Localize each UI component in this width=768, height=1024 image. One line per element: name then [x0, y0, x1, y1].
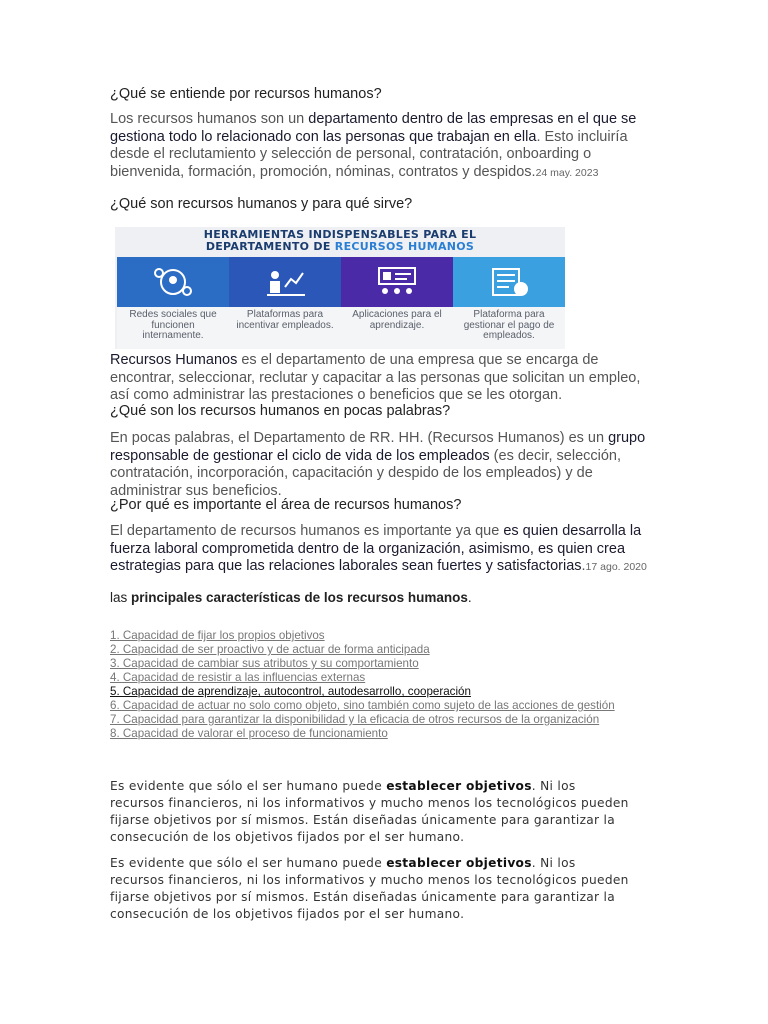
list-item[interactable]: 7. Capacidad para garantizar la disponibilidad y la eficacia de otros recursos de la organización — [110, 713, 600, 726]
p5-text-a: las — [110, 590, 132, 605]
p2-highlight: Recursos Humanos — [110, 352, 238, 368]
p3-text-a: En pocas palabras, el Departamento de RR. HH. (Recursos Humanos) es un — [110, 430, 609, 446]
p1-highlight: departamento dentro de las empresas en el que se gestiona todo lo relacionado con las personas que trabajan en ella — [110, 111, 637, 145]
p7-text-a: Es evidente que sólo el ser humano puede — [110, 856, 387, 870]
p4-highlight: es quien desarrolla la fuerza laboral comprometida dentro de la organización, asimismo, es quien crea estrategias para que las relaciones laborales sean fuertes y satisfactorias — [110, 523, 642, 574]
tile-2-label: Plataformas para incentivar empleados. — [236, 309, 334, 331]
paragraph-5 — [110, 590, 472, 605]
p4-date: 17 ago. 2020 — [585, 561, 647, 573]
p6-text-a: Es evidente que sólo el ser humano puede — [110, 779, 387, 793]
p2-text-b: es el departamento de una empresa que se encarga de encontrar, seleccionar, reclutar y capacitar a las personas que solicitan un empleo, así como administrar las prestaciones o beneficios que se les otorgan. — [110, 352, 641, 403]
p3-highlight: grupo responsable de gestionar el ciclo de vida de los empleados — [110, 430, 646, 464]
p1-date: 24 may. 2023 — [535, 166, 599, 179]
p6-bold: establecer objetivos — [386, 779, 532, 793]
infographic-tile-3 — [341, 257, 453, 349]
heading-q4: ¿Por qué es importante el área de recursos humanos? — [110, 497, 462, 513]
list-item[interactable]: 2. Capacidad de ser proactivo y de actuar de forma anticipada — [110, 643, 430, 656]
heading-q3: ¿Qué son los recursos humanos en pocas palabras? — [110, 403, 451, 419]
paragraph-4 — [110, 523, 655, 577]
infographic-title-d: RECURSOS HUMANOS — [334, 240, 475, 253]
infographic-title-b: PARA EL — [423, 228, 477, 241]
tile-1-label: Redes sociales que funcionen internamente. — [129, 309, 217, 341]
list-item[interactable]: 1. Capacidad de fijar los propios objetivos — [110, 629, 325, 642]
p6-text-c: . Ni los recursos financieros, ni los informativos y mucho menos los tecnológicos pueden fijarse objetivos por sí mismos. Están diseñadas únicamente para garantizar la consecución de los objetivos fijados por el ser humano. — [110, 779, 629, 844]
hr-tools-infographic — [115, 227, 565, 349]
list-item[interactable]: 3. Capacidad de cambiar sus atributos y su comportamiento — [110, 657, 419, 670]
p5-bold: principales características de los recursos humanos — [131, 590, 468, 605]
list-item[interactable]: 6. Capacidad de actuar no solo como objeto, sino también como sujeto de las acciones de gestión — [110, 699, 615, 712]
paragraph-6 — [110, 778, 630, 846]
p1-text-a: Los recursos humanos son un — [110, 111, 309, 127]
list-item[interactable]: 4. Capacidad de resistir a las influencias externas — [110, 671, 366, 684]
tile-3-label: Aplicaciones para el aprendizaje. — [352, 309, 442, 331]
list-item[interactable]: 8. Capacidad de valorar el proceso de funcionamiento — [110, 727, 388, 740]
characteristics-list — [110, 629, 655, 741]
p3-text-c: (es decir, selección, contratación, incorporación, capacitación y despido de los empleados) y de administrar sus beneficios. — [110, 447, 622, 499]
p5-text-c: . — [467, 590, 472, 605]
infographic-tile-4 — [453, 257, 565, 349]
infographic-title-a: HERRAMIENTAS INDISPENSABLES — [203, 228, 424, 241]
heading-q1: ¿Qué se entiende por recursos humanos? — [110, 86, 382, 102]
paragraph-2 — [110, 352, 655, 405]
paragraph-3 — [110, 430, 655, 500]
p1-text-c: . Esto incluiría desde el reclutamiento y selección de personal, contratación, onboarding o bienvenida, formación, promoción, nóminas, contratos y despidos. — [110, 128, 628, 180]
infographic-title-c: DEPARTAMENTO DE — [205, 240, 335, 253]
paragraph-7 — [110, 855, 630, 923]
paragraph-1 — [110, 111, 655, 182]
p4-text-c: . — [581, 558, 586, 574]
heading-q2: ¿Qué son recursos humanos y para qué sirve? — [110, 196, 413, 212]
infographic-tile-1 — [117, 257, 229, 349]
infographic-title — [115, 229, 565, 253]
p4-text-a: El departamento de recursos humanos es importante ya que — [110, 523, 504, 539]
list-item[interactable]: 5. Capacidad de aprendizaje, autocontrol, autodesarrollo, cooperación — [110, 685, 471, 698]
infographic-tile-2 — [229, 257, 341, 349]
p7-text-c: . Ni los recursos financieros, ni los informativos y mucho menos los tecnológicos pueden fijarse objetivos por sí mismos. Están diseñadas únicamente para garantizar la consecución de los objetivos fijados por el ser humano. — [110, 856, 629, 921]
tile-4-label: Plataforma para gestionar el pago de empleados. — [463, 309, 555, 341]
p7-bold: establecer objetivos — [386, 856, 532, 870]
